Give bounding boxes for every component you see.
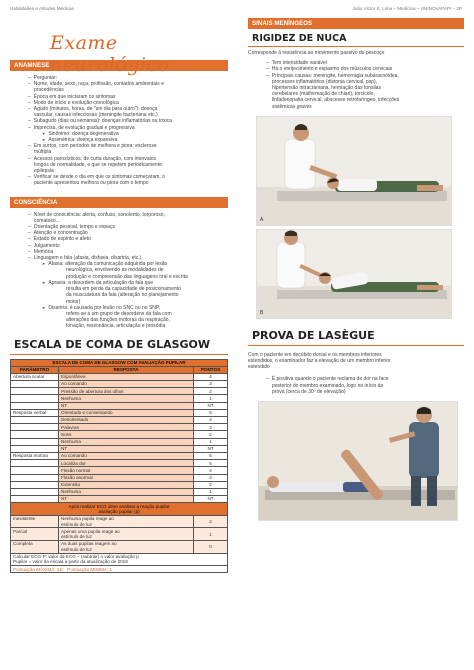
points-cell: 2 <box>194 481 228 488</box>
anamnese-item: longos de normalidade, e que se repetem periodicamente: <box>34 161 164 168</box>
table-row <box>11 460 228 467</box>
anamnese-item: múltipla <box>34 149 52 156</box>
param-cell <box>11 381 59 388</box>
consciencia-item: – Linguagem e fala (afasia, disfasia, disartria, etc.) <box>20 255 228 261</box>
param-cell <box>11 488 59 495</box>
consciencia-item: ➤ Disartria: é causada por lesão no SNC ou no SNP, <box>20 305 228 311</box>
anamnese-item: procedências <box>34 87 64 94</box>
table-row <box>11 373 228 380</box>
page-title: Exame neurológico <box>50 32 170 76</box>
rigidez-description: Corresponde à resistência ao movimento passivo do pescoço <box>248 50 385 56</box>
consciencia-item: produção e compreensão das linguagens oral e escrita <box>66 273 188 280</box>
points-cell: 6 <box>194 452 228 459</box>
param-cell <box>11 467 59 474</box>
points-cell: 3 <box>194 474 228 481</box>
response-cell: NT <box>59 496 194 503</box>
points-cell: 4 <box>194 467 228 474</box>
table-row <box>11 496 228 503</box>
anamnese-item: epilepsia <box>34 168 54 175</box>
rigidez-item: sistêmicas graves <box>272 103 312 110</box>
response-cell: Pressão de abertura dos olhos <box>59 388 194 395</box>
right-column <box>248 18 464 663</box>
table-row <box>11 409 228 416</box>
header-left: Habilidades e Atitudes Médicas <box>10 6 74 11</box>
pupil-points-cell: 1 <box>194 528 228 541</box>
points-cell: 3 <box>194 424 228 431</box>
response-cell: Localiza dor <box>59 460 194 467</box>
consciencia-section <box>10 197 228 330</box>
anamnese-section <box>10 60 228 187</box>
response-cell: NT <box>59 445 194 452</box>
anamnese-item: vascular, causas infecciosas (meningite bacteriana etc.) <box>34 112 158 119</box>
table-row <box>11 474 228 481</box>
pupil-note <box>11 503 228 516</box>
response-cell: Orientado e conversando <box>59 409 194 416</box>
calc-row <box>11 553 228 566</box>
param-cell: Resposta motora <box>11 452 59 459</box>
response-cell: Ao comando <box>59 381 194 388</box>
table-row <box>11 488 228 495</box>
col-header-resposta: RESPOSTA <box>59 366 194 373</box>
anamnese-item: – Imprecisa, de evolução gradual e progressiva <box>20 125 228 131</box>
points-cell: NT <box>194 445 228 452</box>
calc-cell <box>11 553 228 566</box>
pupil-response-line-1: As duas pupilas reagem ao <box>61 541 117 547</box>
consciencia-item: – Julgamento <box>20 243 228 249</box>
response-cell: Nenhuma <box>59 438 194 445</box>
lasegue-list <box>258 376 464 395</box>
table-row <box>11 445 228 452</box>
header-right: João Victor S. Lima – Medicina – UNINOVAFAPI – 2P <box>352 6 462 11</box>
consciencia-item: refere-se a um grupo de desordens da fala com <box>66 310 172 317</box>
table-row <box>11 424 228 431</box>
param-cell <box>11 438 59 445</box>
pupil-response-cell <box>59 528 194 541</box>
anamnese-item: – Verificar se desde o dia em que os sintomas começaram, o <box>20 174 228 180</box>
col-header-parametro: PARÂMETRO <box>11 366 59 373</box>
lasegue-item: prova (cerca de 30º de elevação) <box>272 388 346 395</box>
table-row <box>11 402 228 409</box>
pupil-param-cell: Inexistente <box>11 515 59 528</box>
pupil-points-cell: 2 <box>194 515 228 528</box>
points-cell: 3 <box>194 381 228 388</box>
anamnese-item: ➤ Assimétrica: doença expansiva <box>20 137 228 143</box>
points-cell: 4 <box>194 417 228 424</box>
lasegue-item: – É positiva quando o paciente reclama de dor na face <box>258 376 464 382</box>
param-cell <box>11 474 59 481</box>
rigidez-item: cerebelares (malformação de chiari), torcicolo, <box>272 91 375 98</box>
table-row <box>11 395 228 402</box>
consciencia-list <box>20 212 228 330</box>
pupil-note-row <box>11 503 228 516</box>
response-cell: Flexão anormal <box>59 474 194 481</box>
pupil-response-line-2: estímulo de luz <box>61 546 92 552</box>
pupil-points-cell: 0 <box>194 541 228 554</box>
pupil-response-line-2: estímulo de luz <box>61 534 92 540</box>
lasegue-item: posterior do membro examinado, logo no início da <box>272 382 384 389</box>
lasegue-section <box>248 329 464 521</box>
consciencia-item: – Atenção e concentração <box>20 230 228 236</box>
response-cell: Sons <box>59 431 194 438</box>
points-cell: 4 <box>194 373 228 380</box>
response-cell: Extensão <box>59 481 194 488</box>
anamnese-item: – Época em que iniciaram os sintomas <box>20 94 228 100</box>
points-cell: 1 <box>194 438 228 445</box>
table-row <box>11 438 228 445</box>
lasegue-desc-2: estendidos, o examinador faz a elevação de um membro inferior <box>248 358 391 365</box>
table-row <box>11 431 228 438</box>
points-cell: 2 <box>194 431 228 438</box>
response-cell: Palavras <box>59 424 194 431</box>
lasegue-photo <box>258 401 458 521</box>
rigidez-list <box>258 60 464 110</box>
pupil-param-cell: Completa <box>11 541 59 554</box>
response-cell: Nenhuma <box>59 488 194 495</box>
points-cell: NT <box>194 496 228 503</box>
score-max: Pontuação MÁXIMA: 15; <box>13 566 64 572</box>
pupil-note-line-2: avaliação pupilar (p) <box>98 509 140 515</box>
rigidez-heading: RIGIDEZ DE NUCA <box>248 33 464 47</box>
left-column <box>10 18 228 663</box>
glasgow-heading: ESCALA DE COMA DE GLASGOW <box>10 338 228 355</box>
photo-b-tag: B <box>260 309 264 316</box>
consciencia-item: neurológica, envolvendo as modalidades de <box>66 267 164 274</box>
rigidez-item: – Há o enrijecimento e espasmo dos músculos cervicais <box>258 66 464 72</box>
anamnese-item: – Nome, idade, sexo, raça, profissão, contados ambientais e <box>20 81 228 87</box>
table-row <box>11 452 228 459</box>
anamnese-item: – Em surtos, com períodos de melhora e piora: esclerose <box>20 143 228 149</box>
consciencia-item: – Memória <box>20 249 228 255</box>
response-cell: Flexão normal <box>59 467 194 474</box>
param-cell <box>11 496 59 503</box>
consciencia-item: motor) <box>66 298 81 305</box>
anamnese-item: – Modo de início e evolução cronológica <box>20 100 228 106</box>
consciencia-item: da musculatura da fala (alteração no planejamento <box>66 292 179 299</box>
response-cell: NT <box>59 402 194 409</box>
param-cell <box>11 481 59 488</box>
pupil-response-line-1: Nenhuma pupila reage ao <box>61 516 114 522</box>
lasegue-desc-3: estendido <box>248 364 270 371</box>
consciencia-item: – Estado de espírito e afeto <box>20 236 228 242</box>
pupil-param-cell: Parcial <box>11 528 59 541</box>
consciencia-item: fonação, ressonância, articulação e prosódia <box>66 323 166 330</box>
pupil-row <box>11 528 228 541</box>
pupil-row <box>11 541 228 554</box>
points-cell: 1 <box>194 395 228 402</box>
glasgow-table-title: ESCALA DE COMA DE GLASGOW COM AVALIAÇÃO PUPILAR <box>11 359 228 366</box>
consciencia-item: resulta em perda da capacidade de posicionamento <box>66 286 181 293</box>
param-cell <box>11 417 59 424</box>
points-cell: 2 <box>194 388 228 395</box>
param-cell <box>11 424 59 431</box>
rigidez-item: – Tem intensidade variável <box>258 60 464 66</box>
table-row <box>11 381 228 388</box>
consciencia-header: CONSCIÊNCIA <box>10 197 228 208</box>
rigidez-item: processos inflamatórios (distonia cervical, psp), <box>272 78 378 85</box>
param-cell <box>11 445 59 452</box>
pupil-note-line-1: Após realizar ECG deve analisar a reação pupilar <box>68 503 170 509</box>
pupil-row <box>11 515 228 528</box>
pupil-response-line-1: Apenas uma pupila reage ao <box>61 528 120 534</box>
points-cell: 5 <box>194 460 228 467</box>
calc-line-2: Pupilar = valor da escala à partir da atualização de 2018 <box>13 559 128 565</box>
pupil-response-line-2: estímulo de luz <box>61 521 92 527</box>
param-cell: Resposta verbal <box>11 409 59 416</box>
param-cell <box>11 395 59 402</box>
param-cell <box>11 402 59 409</box>
table-row <box>11 388 228 395</box>
sinais-header: SINAIS MENÍNGEOS <box>248 18 464 29</box>
points-cell: 1 <box>194 488 228 495</box>
anamnese-list <box>20 75 228 187</box>
rigidez-photo-a <box>256 116 452 226</box>
consciencia-item: – Orientação pessoal, tempo e espaço <box>20 224 228 230</box>
rigidez-item: hipertensão intracraniana, herniação das tonsilas <box>272 85 381 92</box>
param-cell <box>11 431 59 438</box>
col-header-pontos: PONTOS <box>194 366 228 373</box>
response-cell: Ao comando <box>59 452 194 459</box>
consciencia-item: – Nível de consciência: alerta, confuso, sonolento, torporoso, <box>20 212 228 218</box>
param-cell <box>11 460 59 467</box>
anamnese-item: – Subagudo (dias ou semanas): doenças inflamatórias ou tóxica <box>20 118 228 124</box>
rigidez-photo-b <box>256 229 452 319</box>
rigidez-item: – Principais causas: meningite, hemorragia subaracnóidea, <box>258 73 464 79</box>
param-cell <box>11 388 59 395</box>
calc-line-1: Calcular ECG-P: valor da ECG – (subtrair) o valor avaliação p <box>13 554 139 560</box>
glasgow-table <box>10 359 228 574</box>
glasgow-section <box>10 338 228 574</box>
rigidez-item: linfadenopatia cervical, abscesso retrofaríngeo, infecções <box>272 97 400 104</box>
anamnese-item: – Acessos paroxísticos, de curta duração, com intervalos <box>20 156 228 162</box>
sinais-section <box>248 18 464 319</box>
table-row <box>11 467 228 474</box>
anamnese-header: ANAMNESE <box>10 60 228 71</box>
score-row <box>11 566 228 573</box>
table-row <box>11 481 228 488</box>
lasegue-heading: PROVA DE LASÈGUE <box>248 329 464 346</box>
photo-a-tag: A <box>260 216 264 223</box>
anamnese-item: paciente apresentou melhora ou piora com o tempo <box>34 180 149 187</box>
anamnese-item: – Agudo (minutos, horas, de "um dia para outro"): doença <box>20 106 228 112</box>
points-cell: NT <box>194 402 228 409</box>
consciencia-item: alterações das funções motoras da respiração, <box>66 317 170 324</box>
pupil-response-cell <box>59 541 194 554</box>
consciencia-item: comatoso... <box>34 217 60 224</box>
points-cell: 5 <box>194 409 228 416</box>
table-row <box>11 417 228 424</box>
response-cell: Nenhuma <box>59 395 194 402</box>
response-cell: Espontânea <box>59 373 194 380</box>
response-cell: Desorientado <box>59 417 194 424</box>
score-min: Pontuação MÍNIMA: 1 <box>67 566 113 572</box>
consciencia-item: ➤ Afasia: alteração da comunicação adquirida por lesão <box>20 261 228 267</box>
param-cell: Abertura ocular <box>11 373 59 380</box>
anamnese-item: ➤ Sinônimo: doença degenerativa <box>20 131 228 137</box>
lasegue-desc-1: Com o paciente em decúbito dorsal e os membros inferiores <box>248 351 382 358</box>
anamnese-item: – Perguntar: <box>20 75 228 81</box>
score-cell <box>11 566 228 573</box>
pupil-response-cell <box>59 515 194 528</box>
consciencia-item: ➤ Apraxia: a desordem da articulação da fala que <box>20 280 228 286</box>
